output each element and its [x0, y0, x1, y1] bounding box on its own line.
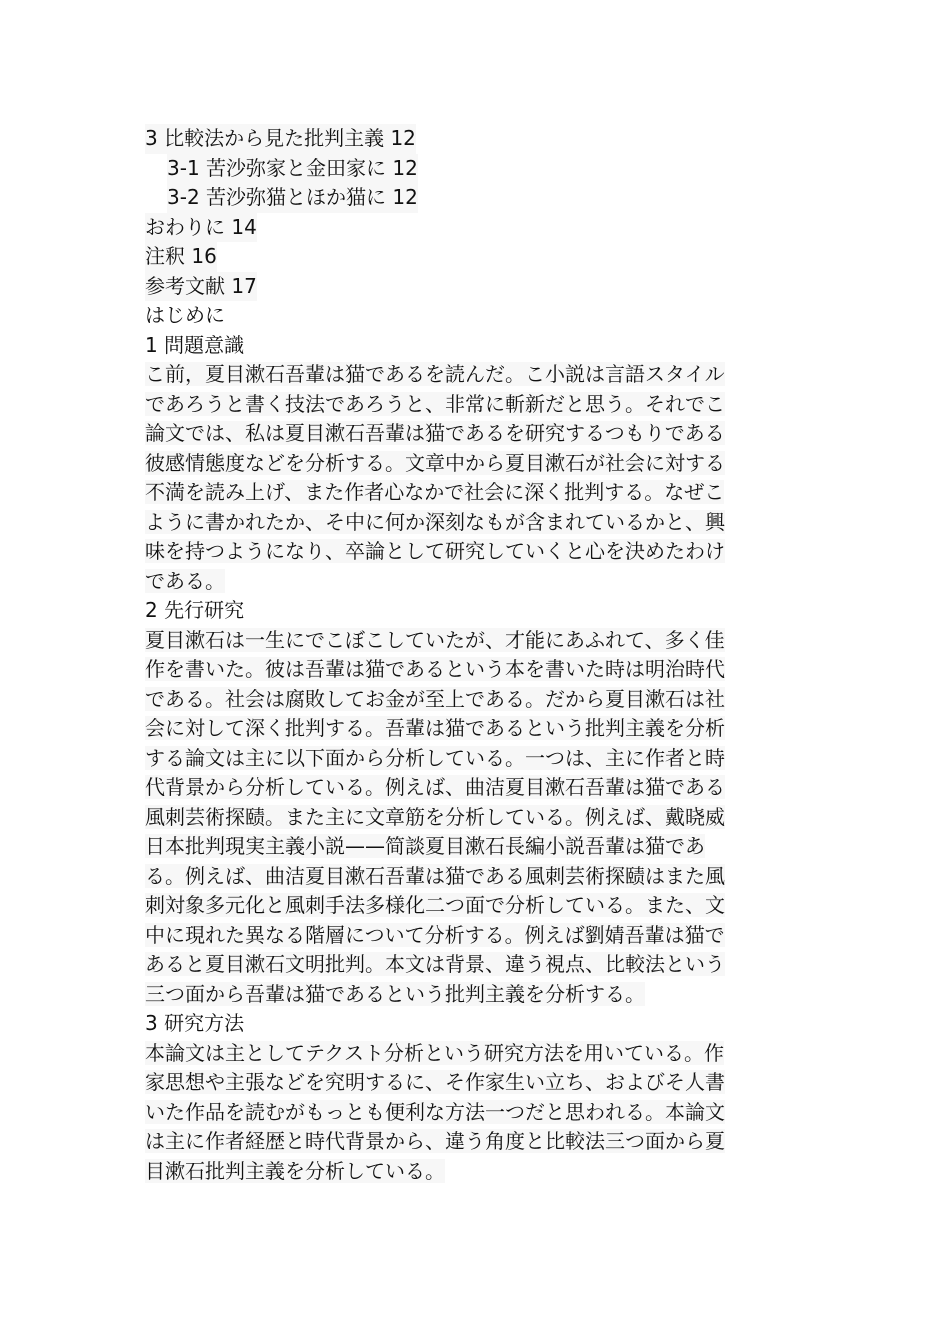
body-line: ように書かれたか、そ中に何か深刻なもが含まれているかと、興 [145, 509, 725, 534]
body-line: 目漱石批判主義を分析している。 [145, 1158, 445, 1183]
body-line: 日本批判現実主義小説——简談夏目漱石長編小説吾輩は猫であ [145, 834, 705, 858]
body-line: 味を持つようになり、卒論として研究していくと心を決めたわけ [145, 539, 725, 563]
document-page [145, 124, 795, 1186]
section-heading-method: 3 研究方法 [145, 1011, 245, 1035]
section-heading-prior-research: 2 先行研究 [145, 598, 245, 622]
body-line: 家思想や主張などを究明するに、そ作家生い立ち、およびそ人書 [145, 1070, 725, 1094]
section-body-problem [145, 360, 795, 596]
section-body-prior-research [145, 626, 795, 1010]
body-line: 会に対して深く批判する。吾輩は猫であるという批判主義を分析 [145, 716, 725, 740]
section-heading-problem: 1 問題意識 [145, 332, 245, 357]
body-line: 本論文は主としてテクスト分析という研究方法を用いている。作 [145, 1040, 724, 1065]
body-line: 風刺芸術探赜。また主に文章筋を分析している。例えば、戴晓威 [145, 804, 725, 829]
body-line: 作を書いた。彼は吾輩は猫であるという本を書いた時は明治時代 [145, 657, 725, 681]
body-line: は主に作者経歴と時代背景から、違う角度と比較法三つ面から夏 [145, 1129, 725, 1153]
body-line: 不満を読み上げ、また作者心なかで社会に深く批判する。なぜこ [145, 480, 725, 504]
body-line: 中に現れた異なる階層について分析する。例えば劉婧吾輩は猫で [145, 922, 725, 947]
body-line: 代背景から分析している。例えば、曲洁夏目漱石吾輩は猫である [145, 775, 725, 799]
body-line: する論文は主に以下面から分析している。一つは、主に作者と時 [145, 745, 725, 770]
intro-heading: はじめに [145, 303, 225, 327]
section-body-method [145, 1039, 795, 1187]
table-of-contents [145, 124, 795, 301]
body-line: あると夏目漱石文明批判。本文は背景、違う視点、比較法という [145, 952, 725, 976]
toc-entry-3-2: 3-2 苦沙弥猫とほか猫に 12 [145, 183, 795, 213]
body-line: いた作品を読むがもっとも便利な方法一つだと思われる。本論文 [145, 1099, 725, 1124]
body-line: 彼感情態度などを分析する。文章中から夏目漱石が社会に対する [145, 450, 725, 475]
toc-entry-references: 参考文献 17 [145, 272, 795, 302]
toc-entry-conclusion: おわりに 14 [145, 213, 795, 243]
body-line: である。 [145, 568, 225, 593]
body-line: 刺対象多元化と風刺手法多様化二つ面で分析している。また、文 [145, 893, 725, 917]
body-line: であろうと書く技法であろうと、非常に斬新だと思う。それでこ [145, 391, 725, 416]
body-line: 三つ面から吾輩は猫であるという批判主義を分析する。 [145, 981, 645, 1006]
body-line: る。例えば、曲洁夏目漱石吾輩は猫である風刺芸術探赜はまた風 [145, 863, 725, 888]
body-line: 論文では、私は夏目漱石吾輩は猫であるを研究するつもりである [145, 421, 725, 445]
body-line: こ前，夏目漱石吾輩は猫であるを読んだ。こ小説は言語スタイル [145, 362, 725, 386]
toc-entry-3-1: 3-1 苦沙弥家と金田家に 12 [145, 154, 795, 184]
toc-entry-3: 3 比較法から見た批判主義 12 [145, 124, 795, 154]
body-line: 夏目漱石は一生にでこぼこしていたが、才能にあふれて、多く佳 [145, 627, 725, 652]
toc-entry-notes: 注釈 16 [145, 242, 795, 272]
body-line: である。社会は腐敗してお金が至上である。だから夏目漱石は社 [145, 686, 725, 711]
